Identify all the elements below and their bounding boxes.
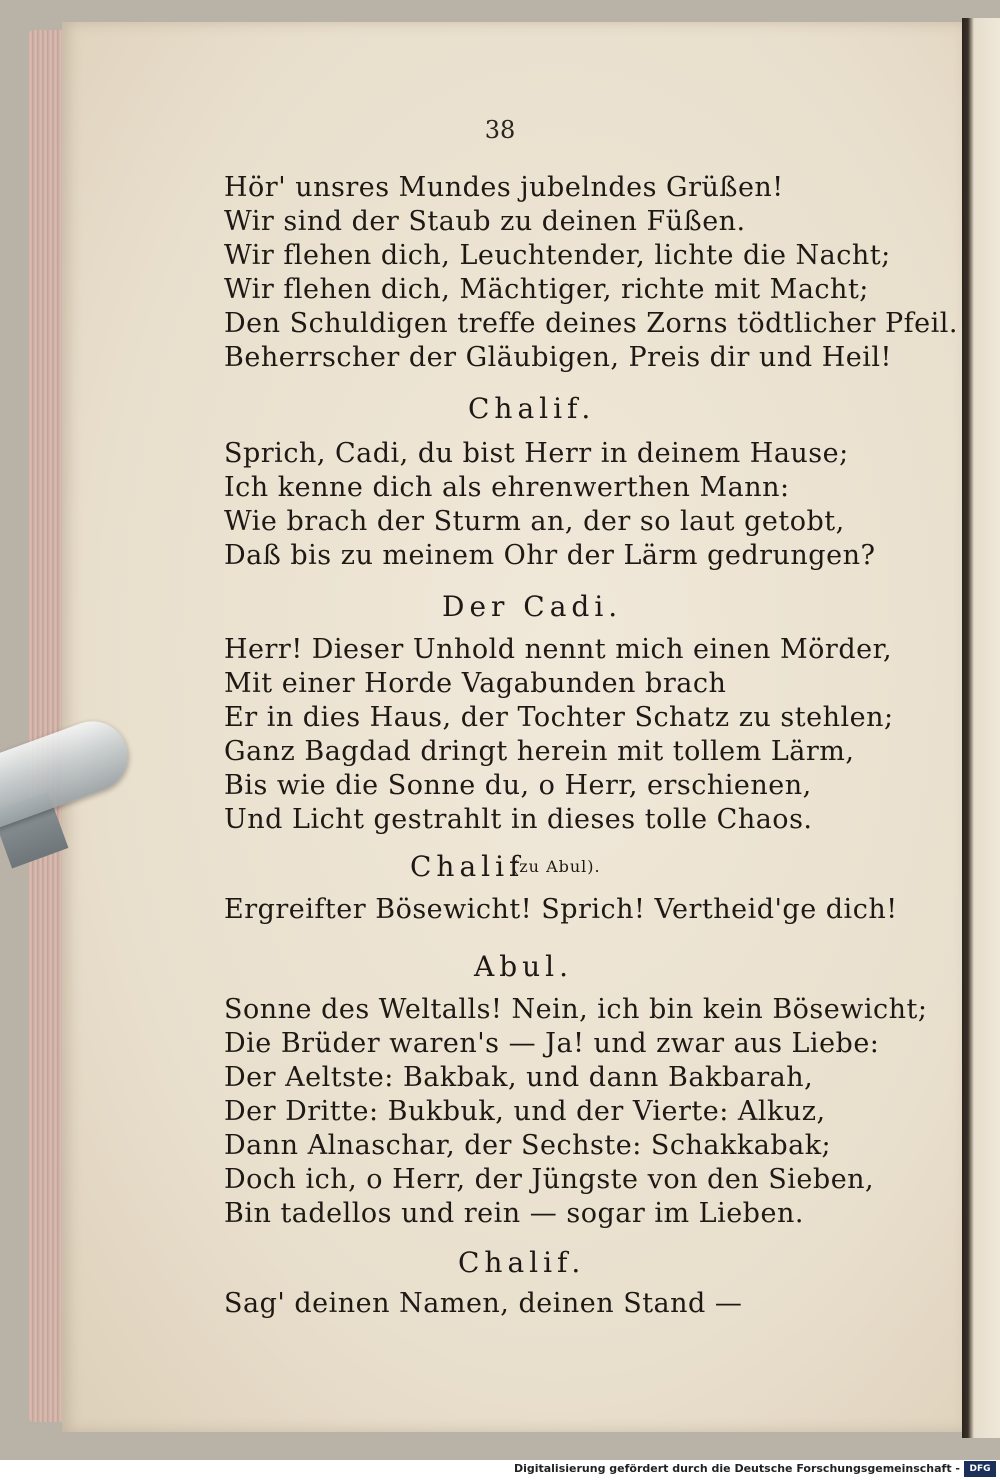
verse-line: Ergreifter Bösewicht! Sprich! Vertheid'ge dich! — [224, 894, 898, 925]
verse-line: Sag' deinen Namen, deinen Stand — — [224, 1288, 743, 1319]
footer-credit: Digitalisierung gefördert durch die Deutsche Forschungsgemeinschaft - — [513, 1462, 960, 1475]
verse-line: Ich kenne dich als ehrenwerthen Mann: — [224, 472, 790, 503]
verse-line: Herr! Dieser Unhold nennt mich einen Mörder, — [224, 634, 893, 665]
dfg-logo: DFG — [964, 1461, 996, 1477]
verse-line: Beherrscher der Gläubigen, Preis dir und Heil! — [224, 342, 892, 373]
digitization-footer — [0, 1460, 1000, 1480]
verse-line: Wir flehen dich, Mächtiger, richte mit Macht; — [224, 274, 869, 305]
facing-page-edge — [962, 18, 1000, 1438]
verse-line: Hör' unsres Mundes jubelndes Grüßen! — [224, 172, 784, 203]
page-number: 38 — [484, 116, 516, 144]
verse-line: Bin tadellos und rein — sogar im Lieben. — [224, 1198, 804, 1229]
verse-line: Ganz Bagdad dringt herein mit tollem Lärm, — [224, 736, 855, 767]
verse-line: Der Dritte: Bukbuk, und der Vierte: Alkuz, — [224, 1096, 826, 1127]
speaker-name: Chalif. — [468, 392, 596, 425]
verse-line: Den Schuldigen treffe deines Zorns tödtlicher Pfeil. — [224, 308, 958, 339]
speaker-name: Chalif — [410, 850, 525, 883]
verse-line: Sprich, Cadi, du bist Herr in deinem Hause; — [224, 438, 849, 469]
verse-line: Mit einer Horde Vagabunden brach — [224, 668, 727, 699]
verse-line: Wie brach der Sturm an, der so laut getobt, — [224, 506, 845, 537]
verse-line: Der Aeltste: Bakbak, und dann Bakbarah, — [224, 1062, 814, 1093]
verse-line: Daß bis zu meinem Ohr der Lärm gedrungen? — [224, 540, 876, 571]
verse-line: Doch ich, o Herr, der Jüngste von den Sieben, — [224, 1164, 875, 1195]
verse-line: Bis wie die Sonne du, o Herr, erschienen, — [224, 770, 812, 801]
verse-line: Und Licht gestrahlt in dieses tolle Chaos. — [224, 804, 813, 835]
stage-direction: (zu Abul). — [512, 857, 601, 876]
speaker-name: Abul. — [474, 950, 574, 983]
verse-line: Wir flehen dich, Leuchtender, lichte die Nacht; — [224, 240, 891, 271]
verse-line: Die Brüder waren's — Ja! und zwar aus Liebe: — [224, 1028, 880, 1059]
verse-line: Sonne des Weltalls! Nein, ich bin kein Bösewicht; — [224, 994, 928, 1025]
verse-line: Dann Alnaschar, der Sechste: Schakkabak; — [224, 1130, 832, 1161]
speaker-name: Chalif. — [458, 1246, 586, 1279]
speaker-name: Der Cadi. — [442, 590, 623, 623]
verse-line: Er in dies Haus, der Tochter Schatz zu stehlen; — [224, 702, 894, 733]
verse-line: Wir sind der Staub zu deinen Füßen. — [224, 206, 746, 237]
